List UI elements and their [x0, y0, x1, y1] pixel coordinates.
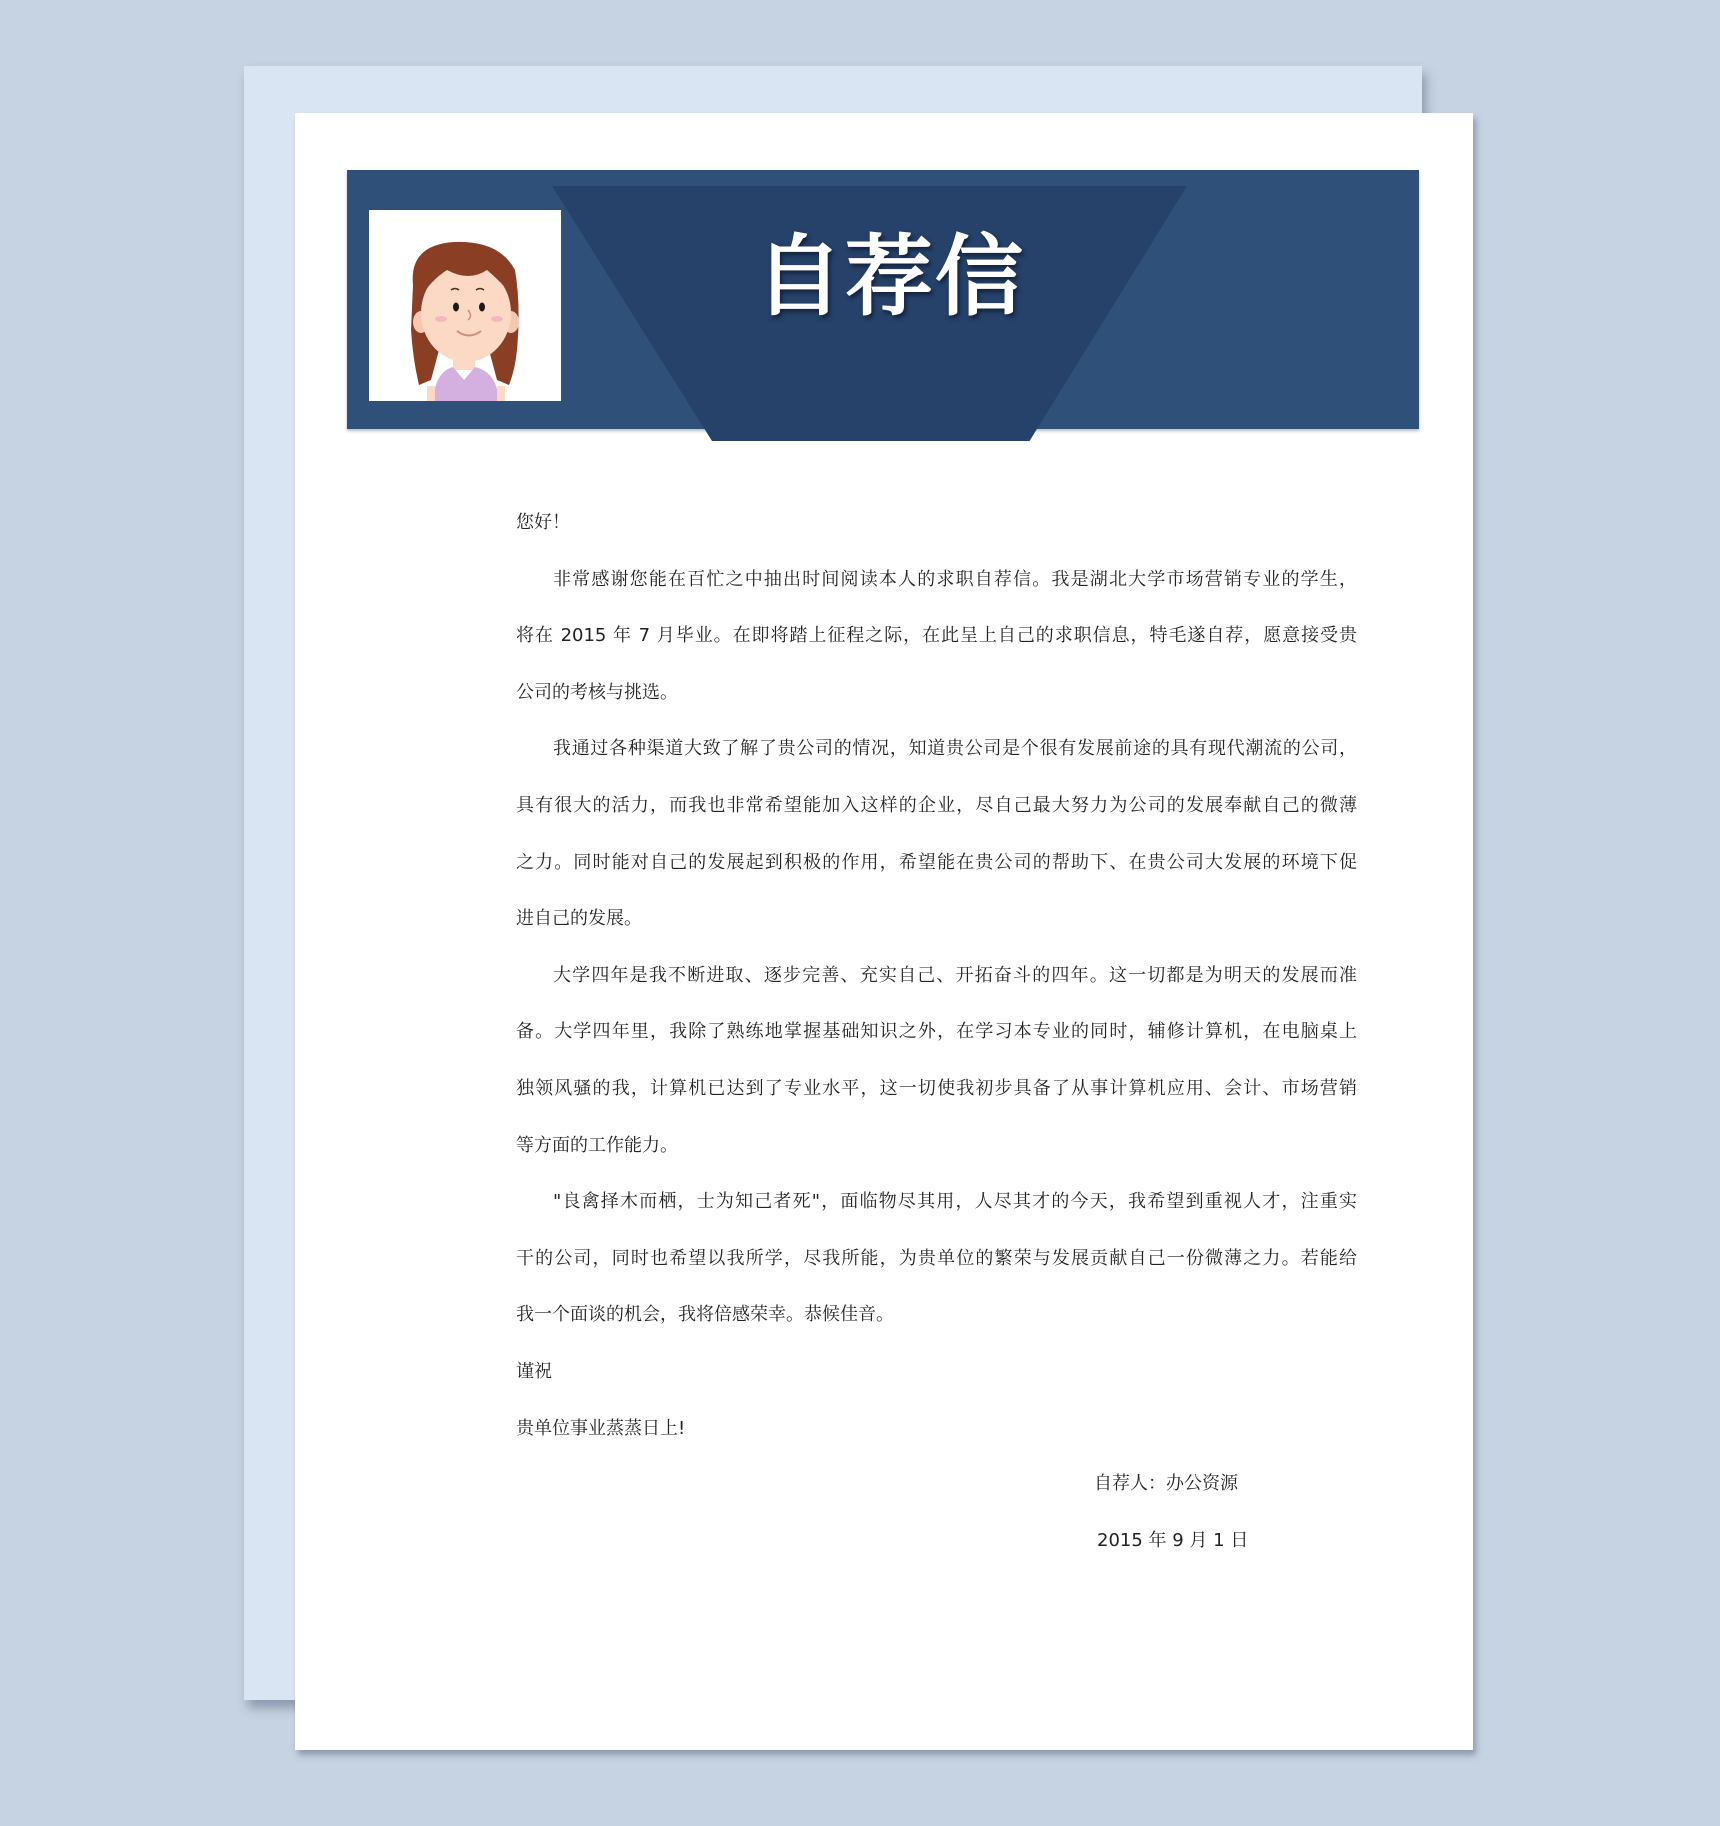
greeting: 您好！	[516, 512, 570, 533]
paragraph-3-line-1: 大学四年是我不断进取、逐步完善、充实自己、开拓奋斗的四年。这一切都是为明天的发展而准	[553, 964, 1357, 986]
paragraph-2-line-2: 具有很大的活力，而我也非常希望能加入这样的企业，尽自己最大努力为公司的发展奉献自己的微薄	[516, 794, 1357, 816]
letter-body	[516, 509, 1357, 1471]
paragraph-2-line-1: 我通过各种渠道大致了解了贵公司的情况，知道贵公司是个很有发展前途的具有现代潮流的公司，	[553, 738, 1357, 760]
closing: 谨祝	[516, 1360, 552, 1382]
page-title: 自荐信	[754, 225, 1025, 328]
paragraph-4-line-2: 干的公司，同时也希望以我所学，尽我所能，为贵单位的繁荣与发展贡献自己一份微薄之力。若能给	[516, 1247, 1357, 1269]
girl-avatar-icon	[369, 210, 561, 401]
paragraph-1-line-1: 非常感谢您能在百忙之中抽出时间阅读本人的求职自荐信。我是湖北大学市场营销专业的学生，	[553, 568, 1357, 590]
signature: 自荐人：办公资源	[1094, 1473, 1238, 1494]
paragraph-3-line-3: 独领风骚的我，计算机已达到了专业水平，这一切使我初步具备了从事计算机应用、会计、市场营销	[516, 1077, 1357, 1099]
paragraph-3-line-2: 备。大学四年里，我除了熟练地掌握基础知识之外，在学习本专业的同时，辅修计算机，在电脑桌上	[516, 1021, 1357, 1043]
wish: 贵单位事业蒸蒸日上!	[516, 1417, 686, 1439]
paragraph-1-line-2: 将在 2015 年 7 月毕业。在即将踏上征程之际，在此呈上自己的求职信息，特毛遂自荐，愿意接受贵	[516, 625, 1357, 647]
paragraph-3-line-4: 等方面的工作能力。	[516, 1134, 678, 1156]
paragraph-2-line-4: 进自己的发展。	[516, 908, 642, 930]
paragraph-4-line-1: "良禽择木而栖，士为知己者死"，面临物尽其用，人尽其才的今天，我希望到重视人才，注重实	[553, 1191, 1357, 1213]
paragraph-1-line-3: 公司的考核与挑选。	[516, 681, 678, 703]
paragraph-2-line-3: 之力。同时能对自己的发展起到积极的作用，希望能在贵公司的帮助下、在贵公司大发展的环境下促	[516, 851, 1357, 873]
paragraph-4-line-3: 我一个面谈的机会，我将倍感荣幸。恭候佳音。	[516, 1304, 894, 1326]
avatar-photo	[369, 210, 561, 401]
letter-date: 2015 年 9 月 1 日	[1097, 1530, 1249, 1551]
